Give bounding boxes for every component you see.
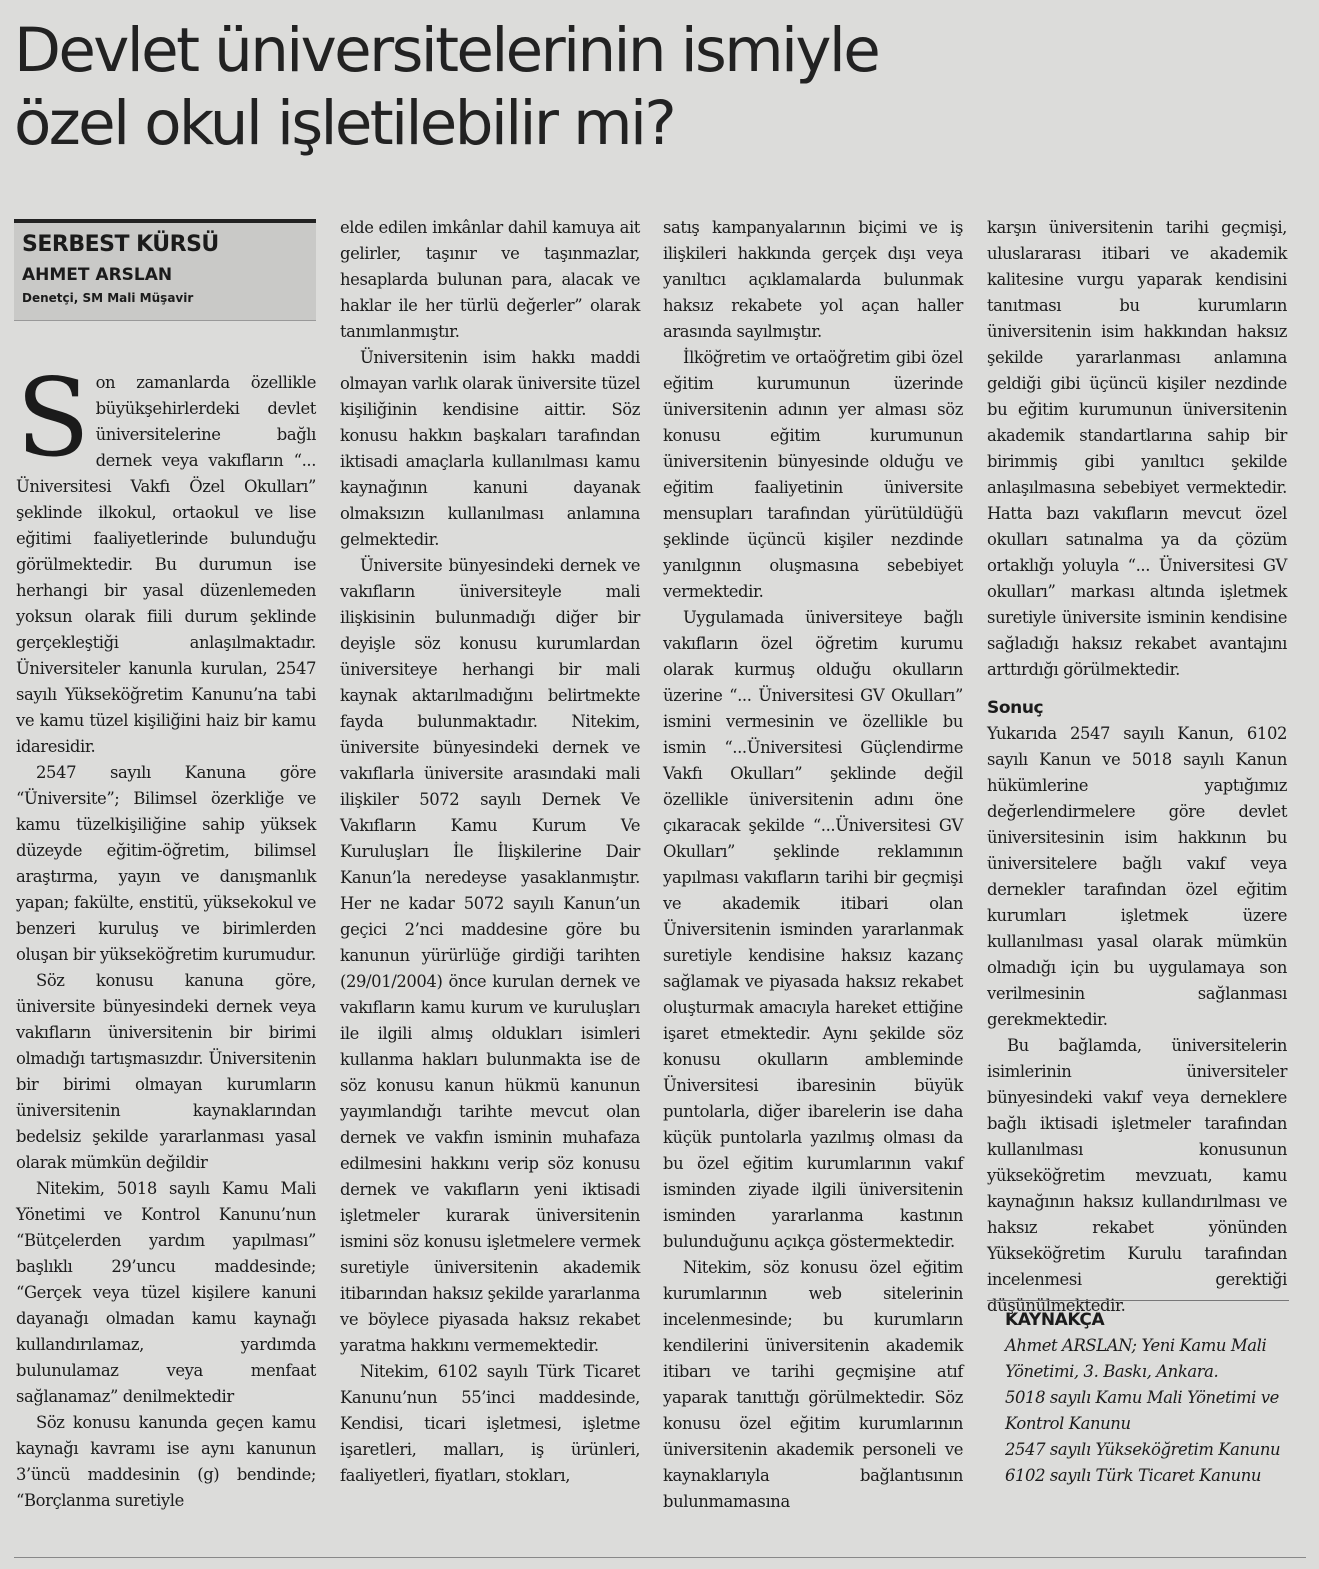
paragraph: Nitekim, 5018 sayılı Kamu Mali Yönetimi ve Kontrol Kanunu’nun “Bütçelerden yardım yapılması” başlıklı 29’uncu maddesinde; “Gerçek veya tüzel kişilere kanuni dayanağı olmadan kamu kaynağı kullandırılamaz, yardımda bulunulamaz veya menfaat sağlanamaz” denilmektedir (16, 1179, 316, 1406)
column-3 (663, 215, 963, 1515)
column-1 (16, 356, 316, 1514)
paragraph: satış kampanyalarının biçimi ve iş ilişkileri hakkında gerçek dışı veya yanıltıcı açıklamalarda bulunmak haksız rekabete yol açan haller arasında sayılmıştır. (663, 218, 963, 341)
paragraph: Üniversitenin isim hakkı maddi olmayan varlık olarak üniversite tüzel kişiliğinin kendisine aittir. Söz konusu hakkın başkaları tarafından iktisadi amaçlarla kullanılması kamu kaynağının kanuni dayanak olmaksızın kullanılması anlamına gelmektedir. (340, 348, 640, 549)
paragraph: Bu bağlamda, üniversitelerin isimlerinin üniversiteler bünyesindeki vakıf veya derneklere bağlı iktisadi işletmeler tarafından kullanılması konusunun yükseköğretim mevzuatı, kamu kaynağının haksız kullandırılması ve haksız rekabet yönünden Yükseköğretim Kurulu tarafından incelenmesi gerektiği düşünülmektedir. (987, 1036, 1287, 1315)
reference-item: 5018 sayılı Kamu Mali Yönetimi ve Kontrol Kanunu (1005, 1388, 1279, 1433)
paragraph: İlköğretim ve ortaöğretim gibi özel eğitim kurumunun üzerinde üniversitenin adının yer alması söz konusu eğitim kurumunun üniversitenin bünyesinde olduğu ve eğitim faaliyetinin üniversite mensupları tarafından yürütüldüğü şeklinde üçüncü kişiler nezdinde yanılgının oluşmasına sebebiyet vermektedir. (663, 348, 963, 601)
paragraph: Nitekim, 6102 sayılı Türk Ticaret Kanunu’nun 55’inci maddesinde, Kendisi, ticari işletmesi, işletme işaretleri, malları, iş ürünleri, faaliyetleri, fiyatları, stokları, (340, 1362, 640, 1485)
bottom-rule (14, 1557, 1306, 1558)
paragraph: karşın üniversitenin tarihi geçmişi, uluslararası itibari ve akademik kalitesine vurgu yaparak kendisini tanıtması bu kurumların üniversitenin isim hakkından haksız şekilde yararlanması anlamına geldiği gibi üçüncü kişiler nezdinde bu eğitim kurumunun üniversitenin akademik standartlarına sahip bir birimmiş gibi yanıltıcı şekilde anlaşılmasına sebebiyet vermektedir. Hatta bazı vakıfların mevcut özel okulları satınalma ya da çözüm ortaklığı yoluyla “... Üniversitesi GV okulları” markası altında işletmek suretiyle üniversite isminin kendisine sağladığı haksız rekabet avantajını arttırdığı görülmektedir. (987, 218, 1287, 679)
headline-line-2: özel okul işletilebilir mi? (14, 88, 675, 159)
reference-item: 2547 sayılı Yükseköğretim Kanunu (1005, 1440, 1281, 1459)
paragraph: Yukarıda 2547 sayılı Kanun, 6102 sayılı Kanun ve 5018 sayılı Kanun hükümlerine yaptığımız değerlendirmelere göre devlet üniversitesinin isim hakkının bu üniversitelere bağlı vakıf veya dernekler tarafından özel eğitim kurumları işletmek üzere kullanılması yasal olarak mümkün olmadığı için bu uygulamaya son verilmesinin sağlanması gerekmektedir. (987, 724, 1287, 1029)
paragraph: 2547 sayılı Kanuna göre “Üniversite”; Bilimsel özerkliğe ve kamu tüzelkişiliğine sahip yüksek düzeyde eğitim-öğretim, bilimsel araştırma, yayın ve danışmanlık yapan; fakülte, enstitü, yüksekokul ve benzeri kuruluş ve birimlerden oluşan bir yükseköğretim kurumudur. (16, 763, 316, 964)
paragraph: Üniversite bünyesindeki dernek ve vakıfların üniversiteyle mali ilişkisinin bulunmadığı diğer bir deyişle söz konusu kurumlardan üniversiteye herhangi bir mali kaynak aktarılmadığını belirtmekte fayda bulunmaktadır. Nitekim, üniversite bünyesindeki dernek ve vakıflarla üniversite arasındaki mali ilişkiler 5072 sayılı Dernek Ve Vakıfların Kamu Kurum Ve Kuruluşları İle İlişkilerine Dair Kanun’la neredeyse yasaklanmıştır. Her ne kadar 5072 sayılı Kanun’un geçici 2’nci maddesine göre bu kanunun yürürlüğe girdiği tarihten (29/01/2004) önce kurulan dernek ve vakıfların kamu kurum ve kuruluşları ile ilgili almış oldukları isimleri kullanma hakları bulunmakta ise de söz konusu kanun hükmü kanunun yayımlandığı tarihte mevcut olan dernek ve vakfın isminin muhafaza edilmesini hakkını verip söz konusu dernek ve vakıfların yeni iktisadi işletmeler kurarak üniversitenin ismini söz konusu işletmelere vermek suretiyle üniversitenin akademik itibarından haksız şekilde yararlanma ve böylece piyasada haksız rekabet yaratma hakkını vermemektedir. (340, 556, 640, 1355)
paragraph: Uygulamada üniversiteye bağlı vakıfların özel öğretim kurumu olarak kurmuş olduğu okulların üzerine “... Üniversitesi GV Okulları” ismini vermesinin ve özellikle bu ismin “...Üniversitesi Güçlendirme Vakfı Okulları” şeklinde değil özellikle üniversitenin adını öne çıkaracak şekilde “...Üniversitesi GV Okulları” şeklinde reklamının yapılması vakıfların tarihi bir geçmişi ve akademik itibari olan Üniversitenin isminden yararlanmak suretiyle kendisine haksız kazanç sağlamak ve piyasada haksız rekabet oluşturmak amacıyla hareket ettiğine işaret etmektedir. Aynı şekilde söz konusu okulların ambleminde Üniversitesi ibaresinin büyük puntolarla, diğer ibarelerin ise daha küçük puntolarla yazılmış olması da bu özel eğitim kurumlarının vakıf isminden ziyade ilgili üniversitenin isminden yararlanma kastının bulunduğunu açıkça göstermektedir. (663, 608, 963, 1251)
reference-item: Ahmet ARSLAN; Yeni Kamu Mali Yönetimi, 3. Baskı, Ankara. (1005, 1336, 1267, 1381)
reference-item: 6102 sayılı Türk Ticaret Kanunu (1005, 1466, 1262, 1485)
author-name: AHMET ARSLAN (22, 265, 173, 285)
paragraph: Nitekim, söz konusu özel eğitim kurumlarının web sitelerinin incelenmesinde; bu kurumların kendilerini üniversitenin akademik itibarı ve tarihi geçmişine atıf yaparak tanıttığı görülmektedir. Söz konusu özel eğitim kurumlarının üniversitenin akademik personeli ve kaynaklarıyla bağlantısının bulunmamasına (663, 1258, 963, 1511)
byline-box (14, 219, 316, 321)
author-role: Denetçi, SM Mali Müşavir (22, 291, 194, 305)
paragraph: Söz konusu kanuna göre, üniversite bünyesindeki dernek veya vakıfların üniversitenin bir birimi olmadığı tartışmasızdır. Üniversitenin bir birimi olmayan kurumların üniversitenin kaynaklarından bedelsiz şekilde yararlanması yasal olarak mümkün değildir (16, 971, 316, 1172)
headline-line-1: Devlet üniversitelerinin ismiyle (14, 15, 879, 86)
column-4 (987, 215, 1287, 1319)
conclusion-heading: Sonuç (987, 698, 1044, 718)
dropcap: S (16, 356, 90, 481)
section-label: SERBEST KÜRSÜ (22, 232, 219, 257)
paragraph: elde edilen imkânlar dahil kamuya ait gelirler, taşınır ve taşınmazlar, hesaplarda bulunan para, alacak ve haklar ile her türlü değerler” olarak tanımlanmıştır. (340, 218, 640, 341)
paragraph: Son zamanlarda özellikle büyükşehirlerdeki devlet üniversitelerine bağlı dernek veya vakıfların “... Üniversitesi Vakfı Özel Okulları” şeklinde ilkokul, ortaokul ve lise eğitimi faaliyetlerinde bulunduğu görülmektedir. Bu durumun ise herhangi bir yasal düzenlemeden yoksun olarak fiili durum şeklinde gerçekleştiği anlaşılmaktadır. Üniversiteler kanunla kurulan, 2547 sayılı Yükseköğretim Kanunu’na tabi ve kamu tüzel kişiliğini haiz bir kamu idaresidir. (16, 356, 316, 756)
headline (14, 14, 1014, 160)
column-2 (340, 215, 640, 1489)
references-title: KAYNAKÇA (1005, 1310, 1105, 1330)
paragraph: Söz konusu kanunda geçen kamu kaynağı kavramı ise aynı kanunun 3’üncü maddesinin (g) bendinde; “Borçlanma suretiyle (16, 1413, 316, 1510)
references (987, 1300, 1289, 1489)
